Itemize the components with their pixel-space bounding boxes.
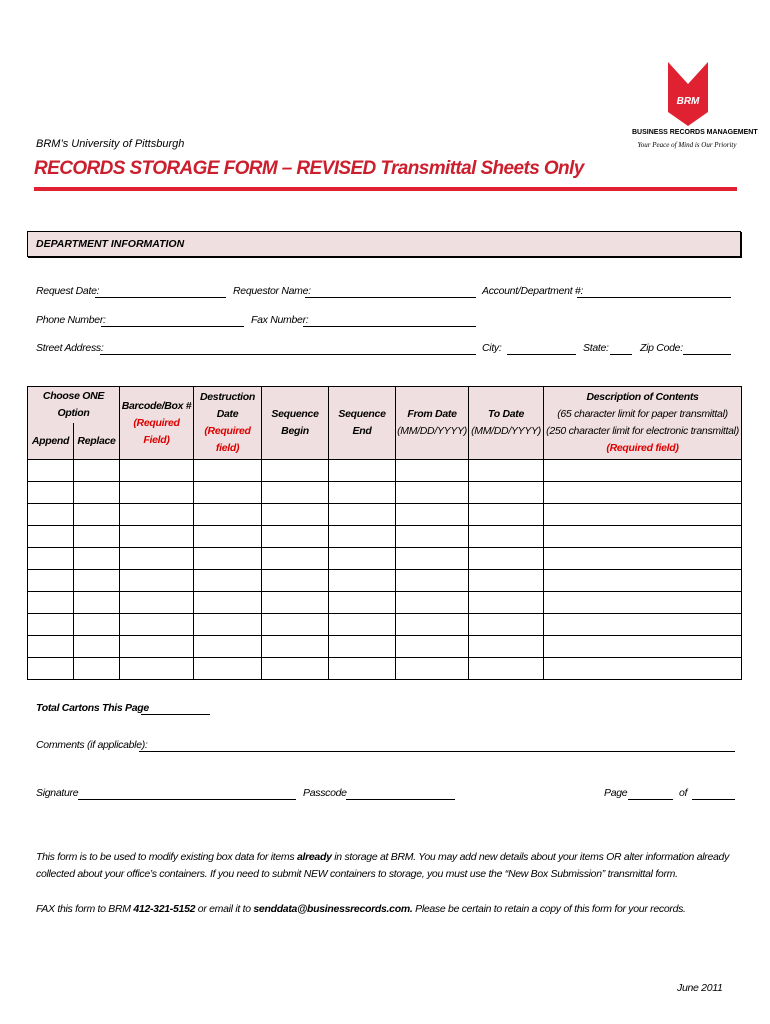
sequence-begin-header: Sequence Begin bbox=[262, 387, 329, 460]
table-cell[interactable] bbox=[329, 658, 396, 680]
account-department-label: Account/Department #: bbox=[482, 285, 584, 297]
table-cell[interactable] bbox=[469, 504, 544, 526]
table-cell[interactable] bbox=[194, 592, 262, 614]
state-label: State: bbox=[583, 342, 609, 354]
department-info-header bbox=[27, 231, 741, 257]
city-field[interactable] bbox=[507, 354, 576, 355]
account-department-field[interactable] bbox=[577, 297, 731, 298]
table-cell[interactable] bbox=[262, 592, 329, 614]
table-cell[interactable] bbox=[28, 482, 74, 504]
brm-shield-icon bbox=[668, 62, 708, 126]
table-cell[interactable] bbox=[28, 570, 74, 592]
signature-field[interactable] bbox=[78, 799, 296, 800]
table-cell[interactable] bbox=[120, 570, 194, 592]
table-cell[interactable] bbox=[120, 482, 194, 504]
table-row bbox=[28, 504, 742, 526]
signature-label: Signature bbox=[36, 787, 79, 799]
table-cell[interactable] bbox=[74, 548, 120, 570]
fax-part2: or email it to bbox=[195, 903, 254, 915]
table-cell[interactable] bbox=[544, 504, 742, 526]
passcode-label: Passcode bbox=[303, 787, 347, 799]
table-cell[interactable] bbox=[329, 592, 396, 614]
street-address-field[interactable] bbox=[100, 354, 476, 355]
email-address[interactable]: senddata@businessrecords.com. bbox=[253, 903, 413, 915]
table-cell[interactable] bbox=[194, 526, 262, 548]
table-cell[interactable] bbox=[262, 526, 329, 548]
table-cell[interactable] bbox=[262, 482, 329, 504]
zip-code-label: Zip Code: bbox=[640, 342, 683, 354]
description-required: (Required field) bbox=[606, 442, 679, 454]
table-cell[interactable] bbox=[469, 592, 544, 614]
table-cell[interactable] bbox=[544, 636, 742, 658]
table-cell[interactable] bbox=[120, 504, 194, 526]
table-cell[interactable] bbox=[469, 614, 544, 636]
usage-note bbox=[36, 849, 738, 883]
table-cell[interactable] bbox=[396, 636, 469, 658]
table-cell[interactable] bbox=[544, 526, 742, 548]
table-cell[interactable] bbox=[194, 482, 262, 504]
append-header: Append bbox=[28, 423, 74, 460]
destruction-date-label: Destruction Date bbox=[199, 391, 256, 420]
table-cell[interactable] bbox=[28, 460, 74, 482]
usage-note-part1: This form is to be used to modify existing box data for items bbox=[36, 851, 297, 863]
table-cell[interactable] bbox=[120, 614, 194, 636]
logo-company-name: BUSINESS RECORDS MANAGEMENT bbox=[632, 129, 758, 136]
choose-one-header: Choose ONE Option bbox=[28, 387, 120, 424]
table-cell[interactable] bbox=[120, 658, 194, 680]
to-date-header bbox=[469, 387, 544, 460]
form-title: RECORDS STORAGE FORM – REVISED Transmittal Sheets Only bbox=[34, 158, 584, 179]
table-cell[interactable] bbox=[28, 636, 74, 658]
table-cell[interactable] bbox=[74, 658, 120, 680]
table-cell[interactable] bbox=[469, 526, 544, 548]
request-date-field[interactable] bbox=[95, 297, 226, 298]
comments-label: Comments (if applicable): bbox=[36, 739, 148, 751]
table-cell[interactable] bbox=[194, 504, 262, 526]
table-cell[interactable] bbox=[469, 460, 544, 482]
department-info-label: DEPARTMENT INFORMATION bbox=[36, 238, 185, 250]
page-number-field[interactable] bbox=[628, 799, 673, 800]
fax-instructions bbox=[36, 901, 686, 918]
phone-number-label: Phone Number: bbox=[36, 314, 106, 326]
request-date-label: Request Date: bbox=[36, 285, 100, 297]
table-row bbox=[28, 658, 742, 680]
usage-note-part2: in storage at BRM. You may add new details about your items OR alter information already collected about your office’s containers. If you need to submit NEW containers to storage, you must use the “New Box Submission” transmittal form. bbox=[36, 851, 730, 880]
table-cell[interactable] bbox=[28, 592, 74, 614]
fax-number: 412-321-5152 bbox=[133, 903, 196, 915]
fax-part3: Please be certain to retain a copy of this form for your records. bbox=[412, 903, 686, 915]
passcode-field[interactable] bbox=[346, 799, 455, 800]
to-date-label: To Date bbox=[488, 408, 525, 420]
logo-tagline: Your Peace of Mind is Our Priority bbox=[637, 141, 737, 149]
brm-logo bbox=[632, 62, 758, 149]
table-cell[interactable] bbox=[329, 504, 396, 526]
form-date: June 2011 bbox=[677, 982, 723, 994]
table-cell[interactable] bbox=[469, 482, 544, 504]
table-cell[interactable] bbox=[194, 614, 262, 636]
table-cell[interactable] bbox=[194, 460, 262, 482]
table-cell[interactable] bbox=[329, 614, 396, 636]
table-cell[interactable] bbox=[120, 526, 194, 548]
table-cell[interactable] bbox=[74, 482, 120, 504]
table-cell[interactable] bbox=[544, 614, 742, 636]
table-cell[interactable] bbox=[544, 460, 742, 482]
table-cell[interactable] bbox=[544, 658, 742, 680]
description-label: Description of Contents bbox=[586, 391, 699, 403]
table-cell[interactable] bbox=[74, 636, 120, 658]
table-row bbox=[28, 482, 742, 504]
table-cell[interactable] bbox=[396, 460, 469, 482]
city-label: City: bbox=[482, 342, 502, 354]
description-electronic-limit: (250 character limit for electronic transmittal) bbox=[546, 425, 739, 437]
table-cell[interactable] bbox=[74, 592, 120, 614]
table-cell[interactable] bbox=[469, 570, 544, 592]
table-cell[interactable] bbox=[469, 548, 544, 570]
table-cell[interactable] bbox=[396, 658, 469, 680]
table-cell[interactable] bbox=[74, 504, 120, 526]
table-cell[interactable] bbox=[74, 570, 120, 592]
table-cell[interactable] bbox=[28, 504, 74, 526]
table-row bbox=[28, 548, 742, 570]
zip-code-field[interactable] bbox=[683, 354, 731, 355]
table-cell[interactable] bbox=[194, 570, 262, 592]
total-cartons-label: Total Cartons This Page bbox=[36, 702, 149, 714]
sequence-end-header: Sequence End bbox=[329, 387, 396, 460]
form-subtitle: BRM’s University of Pittsburgh bbox=[36, 138, 185, 150]
logo-badge-text: BRM bbox=[676, 96, 700, 107]
table-cell[interactable] bbox=[396, 526, 469, 548]
fax-part1: FAX this form to BRM bbox=[36, 903, 134, 915]
table-row bbox=[28, 460, 742, 482]
table-cell[interactable] bbox=[544, 548, 742, 570]
table-cell[interactable] bbox=[262, 614, 329, 636]
table-cell[interactable] bbox=[329, 460, 396, 482]
table-cell[interactable] bbox=[544, 570, 742, 592]
table-cell[interactable] bbox=[396, 548, 469, 570]
comments-field[interactable] bbox=[139, 751, 735, 752]
table-cell[interactable] bbox=[396, 614, 469, 636]
table-cell[interactable] bbox=[262, 548, 329, 570]
table-cell[interactable] bbox=[396, 504, 469, 526]
replace-header: Replace bbox=[74, 423, 120, 460]
fax-number-field[interactable] bbox=[303, 326, 476, 327]
phone-number-field[interactable] bbox=[101, 326, 244, 327]
table-cell[interactable] bbox=[120, 592, 194, 614]
table-cell[interactable] bbox=[544, 482, 742, 504]
table-row bbox=[28, 636, 742, 658]
table-cell[interactable] bbox=[262, 636, 329, 658]
table-cell[interactable] bbox=[262, 658, 329, 680]
table-cell[interactable] bbox=[28, 614, 74, 636]
destruction-required: (Required field) bbox=[204, 425, 251, 454]
table-cell[interactable] bbox=[396, 482, 469, 504]
barcode-label: Barcode/Box # bbox=[121, 399, 192, 412]
table-cell[interactable] bbox=[469, 636, 544, 658]
table-cell[interactable] bbox=[74, 614, 120, 636]
table-cell[interactable] bbox=[329, 482, 396, 504]
destruction-date-header bbox=[194, 387, 262, 460]
table-cell[interactable] bbox=[262, 570, 329, 592]
total-cartons-field[interactable] bbox=[141, 714, 210, 715]
table-cell[interactable] bbox=[28, 548, 74, 570]
table-cell[interactable] bbox=[329, 636, 396, 658]
from-date-format: (MM/DD/YYYY) bbox=[397, 425, 467, 437]
table-cell[interactable] bbox=[194, 636, 262, 658]
table-cell[interactable] bbox=[28, 526, 74, 548]
usage-note-emphasis: already bbox=[296, 851, 332, 863]
state-field[interactable] bbox=[610, 354, 632, 355]
table-row bbox=[28, 526, 742, 548]
barcode-header bbox=[120, 387, 194, 460]
street-address-label: Street Address: bbox=[36, 342, 104, 354]
table-cell[interactable] bbox=[262, 460, 329, 482]
description-paper-limit: (65 character limit for paper transmittal) bbox=[557, 408, 728, 420]
table-cell[interactable] bbox=[120, 548, 194, 570]
barcode-required: (Required Field) bbox=[133, 416, 180, 446]
table-cell[interactable] bbox=[194, 658, 262, 680]
table-cell[interactable] bbox=[262, 504, 329, 526]
table-cell[interactable] bbox=[396, 592, 469, 614]
table-cell[interactable] bbox=[329, 570, 396, 592]
to-date-format: (MM/DD/YYYY) bbox=[471, 425, 541, 437]
requestor-name-field[interactable] bbox=[305, 297, 476, 298]
table-cell[interactable] bbox=[396, 570, 469, 592]
table-row bbox=[28, 570, 742, 592]
table-cell[interactable] bbox=[329, 548, 396, 570]
table-cell[interactable] bbox=[194, 548, 262, 570]
table-cell[interactable] bbox=[120, 460, 194, 482]
page-total-field[interactable] bbox=[692, 799, 735, 800]
requestor-name-label: Requestor Name: bbox=[233, 285, 311, 297]
table-cell[interactable] bbox=[74, 526, 120, 548]
table-row bbox=[28, 592, 742, 614]
description-header bbox=[544, 387, 742, 460]
from-date-header bbox=[396, 387, 469, 460]
fax-number-label: Fax Number: bbox=[251, 314, 309, 326]
title-underline bbox=[34, 187, 737, 191]
table-cell[interactable] bbox=[469, 658, 544, 680]
table-cell[interactable] bbox=[74, 460, 120, 482]
table-row bbox=[28, 614, 742, 636]
of-label: of bbox=[679, 787, 688, 799]
table-cell[interactable] bbox=[544, 592, 742, 614]
from-date-label: From Date bbox=[407, 408, 457, 420]
table-cell[interactable] bbox=[120, 636, 194, 658]
page-label: Page bbox=[604, 787, 628, 799]
records-table bbox=[27, 386, 742, 680]
table-cell[interactable] bbox=[329, 526, 396, 548]
table-cell[interactable] bbox=[28, 658, 74, 680]
